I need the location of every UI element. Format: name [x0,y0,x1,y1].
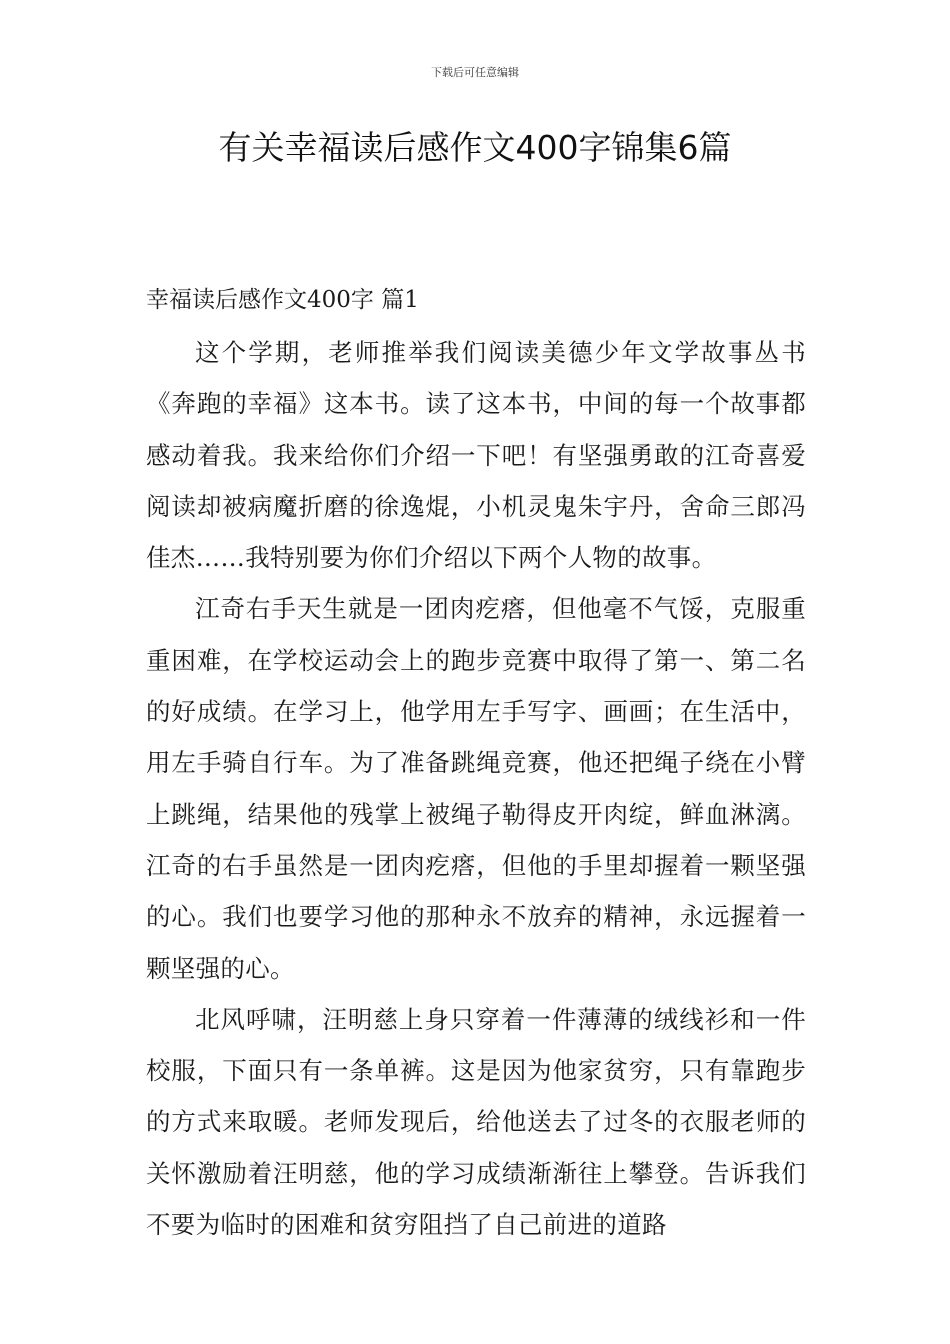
paragraph-2: 江奇右手天生就是一团肉疙瘩，但他毫不气馁，克服重重困难，在学校运动会上的跑步竞赛中取得了第一、第二名的好成绩。在学习上，他学用左手写字、画画；在生活中，用左手骑自行车。为了准备跳绳竞赛，他还把绳子绕在小臂上跳绳，结果他的残掌上被绳子勒得皮开肉绽，鲜血淋漓。江奇的右手虽然是一团肉疙瘩，但他的手里却握着一颗坚强的心。我们也要学习他的那种永不放弃的精神，永远握着一颗坚强的心。 [146,594,806,983]
section-heading: 幸福读后感作文400字 篇1 [146,287,419,313]
document-title: 有关幸福读后感作文400字锦集6篇 [218,128,732,167]
paragraph-1: 这个学期，老师推举我们阅读美德少年文学故事丛书《奔跑的幸福》这本书。读了这本书，中间的每一个故事都感动着我。我来给你们介绍一下吧！有坚强勇敢的江奇喜爱阅读却被病魔折磨的徐逸焜，小机灵鬼朱宇丹，舍命三郎冯佳杰……我特别要为你们介绍以下两个人物的故事。 [146,338,806,573]
body-text [146,327,806,1250]
paragraph-3: 北风呼啸，汪明慈上身只穿着一件薄薄的绒线衫和一件校服，下面只有一条单裤。这是因为他家贫穷，只有靠跑步的方式来取暖。老师发现后，给他送去了过冬的衣服老师的关怀激励着汪明慈，他的学习成绩渐渐往上攀登。告诉我们不要为临时的困难和贫穷阻挡了自己前进的道路 [146,1004,806,1240]
header-note: 下载后可任意编辑 [431,66,519,79]
